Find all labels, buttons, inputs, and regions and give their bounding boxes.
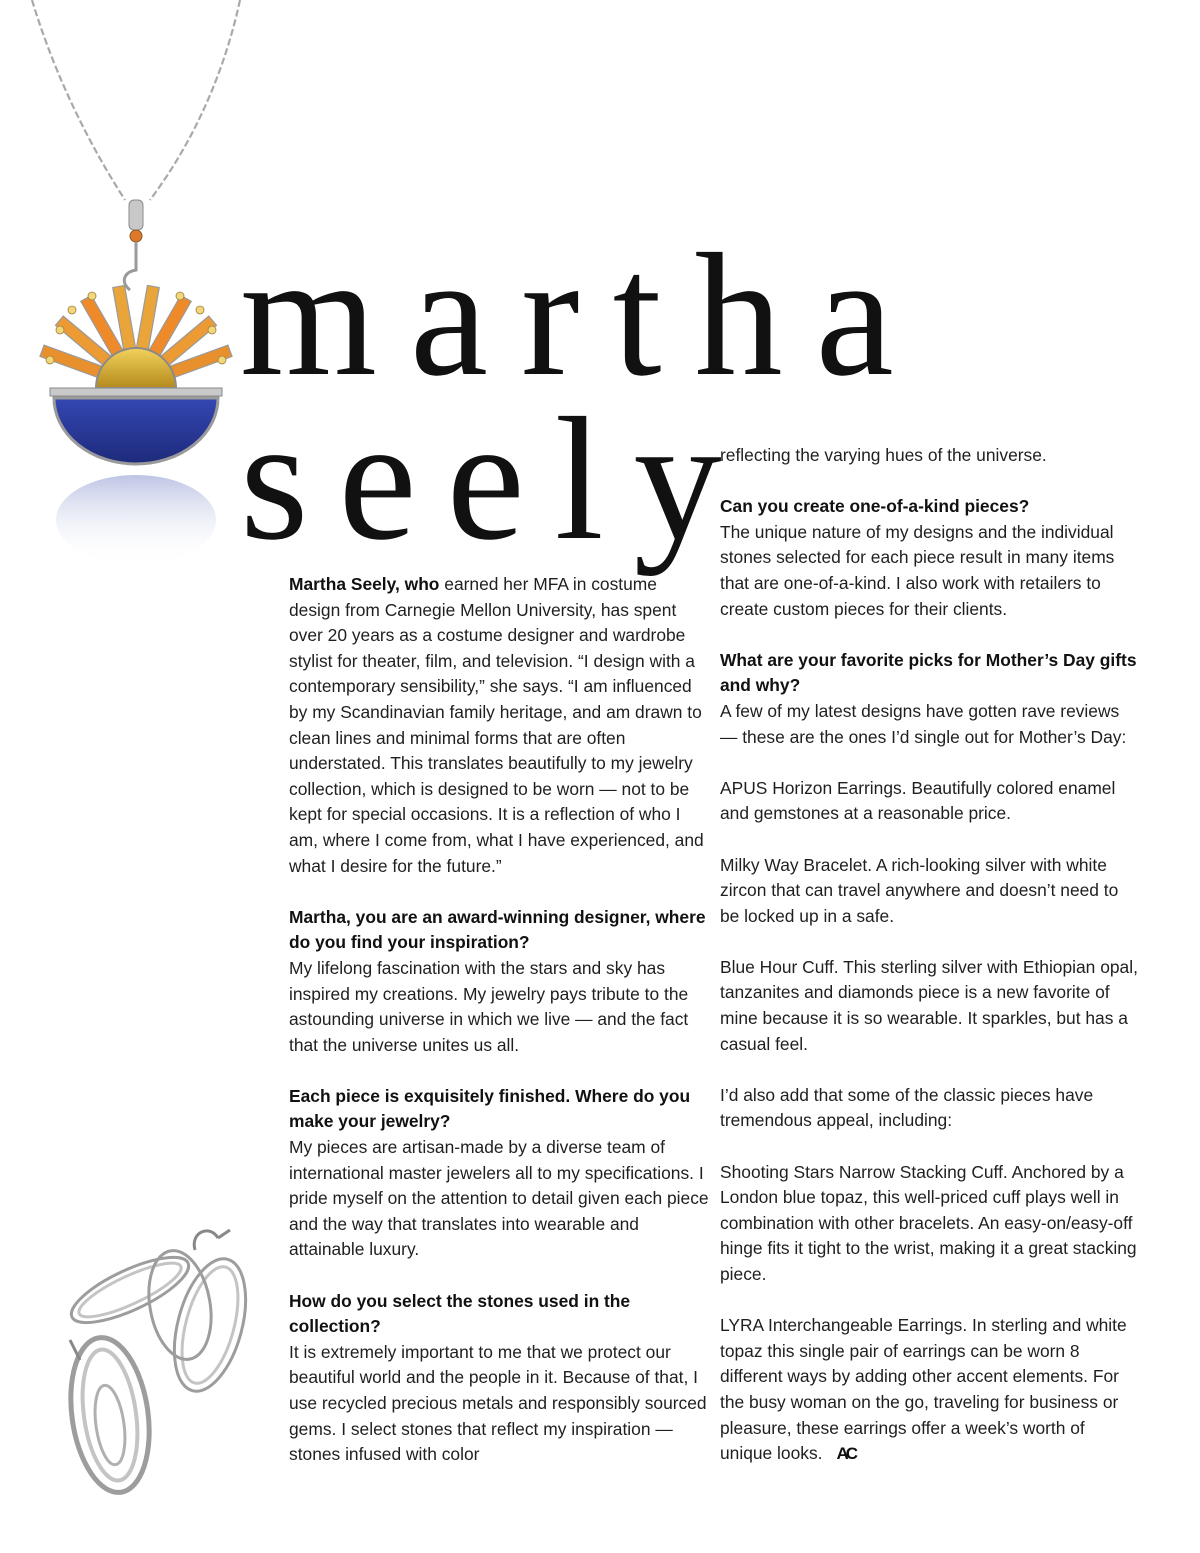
question: Each piece is exquisitely finished. Where do you make your jewelry?: [289, 1085, 691, 1132]
pick-paragraph: Shooting Stars Narrow Stacking Cuff. Anchored by a London blue topaz, this well-priced cuff plays well in combination with other bracelets. An easy-on/easy-off hinge fits it tight to the wrist, making it a great stacking piece.: [720, 1161, 1137, 1284]
qa-block: [289, 905, 709, 1059]
question: How do you select the stones used in the collection?: [289, 1290, 631, 1337]
intro-text: earned her MFA in costume design from Carnegie Mellon University, has spent over 20 years as a costume designer and wardrobe stylist for theater, film, and television. “I design with a contemporary sensibility,” she says. “I am influenced by my Scandinavian family heritage, and am drawn to clean lines and minimal forms that are often understated. This translates beautifully to my jewelry collection, which is designed to be worn — not to be kept for special occasions. It is a reflection of who I am, where I come from, what I have experienced, and what I desire for the future.”: [289, 574, 704, 876]
pick-paragraph: APUS Horizon Earrings. Beautifully colored enamel and gemstones at a reasonable price.: [720, 777, 1116, 824]
title-last-name: seely: [240, 382, 752, 577]
qa-block: [289, 1084, 709, 1263]
title-first-name: martha: [240, 218, 927, 413]
continuation-text: reflecting the varying hues of the universe.: [720, 445, 1047, 465]
pick-paragraph: Milky Way Bracelet. A rich-looking silver with white zircon that can travel anywhere and doesn’t need to be locked up in a safe.: [720, 854, 1119, 926]
qa-block: [720, 648, 1140, 750]
answer: My pieces are artisan-made by a diverse team of international master jewelers all to my specifications. I pride myself on the attention to detail given each piece and the way that translates into wearable and attainable luxury.: [289, 1137, 709, 1260]
pendant-necklace-image: [20, 0, 270, 600]
hoop-earrings-image: [40, 1210, 280, 1510]
qa-block: [720, 494, 1140, 622]
question: Martha, you are an award-winning designer, where do you find your inspiration?: [289, 906, 706, 953]
answer: The unique nature of my designs and the individual stones selected for each piece result in many items that are one-of-a-kind. I also work with retailers to create custom pieces for their clients.: [720, 521, 1115, 619]
answer: My lifelong fascination with the stars and sky has inspired my creations. My jewelry pays tribute to the astounding universe in which we live — and the fact that the universe unites us all.: [289, 957, 689, 1055]
intro-paragraph: [289, 572, 709, 879]
final-pick-paragraph: [720, 1313, 1140, 1467]
pick-paragraph: I’d also add that some of the classic pieces have tremendous appeal, including:: [720, 1084, 1094, 1131]
answer: It is extremely important to me that we protect our beautiful world and the people in it. Because of that, I use recycled precious metals and responsibly sourced gems. I select stones that reflect my inspiration — stones infused with color: [289, 1341, 707, 1465]
answer: A few of my latest designs have gotten rave reviews — these are the ones I’d single out for Mother’s Day:: [720, 700, 1127, 747]
question: What are your favorite picks for Mother’s Day gifts and why?: [720, 649, 1137, 696]
pick-paragraph: Blue Hour Cuff. This sterling silver with Ethiopian opal, tanzanites and diamonds piece is a new favorite of mine because it is so wearable. It sparkles, but has a casual feel.: [720, 956, 1138, 1054]
final-pick-text: LYRA Interchangeable Earrings. In sterling and white topaz this single pair of earrings can be worn 8 different ways by adding other accent elements. For the busy woman on the go, traveling for business or pleasure, these earrings offer a week’s worth of unique looks.: [720, 1315, 1127, 1464]
question: Can you create one-of-a-kind pieces?: [720, 496, 1030, 517]
qa-block: [289, 1289, 709, 1468]
left-article-column: [289, 572, 709, 1493]
right-article-column: [720, 443, 1140, 1492]
intro-lead: Martha Seely, who: [289, 574, 440, 594]
end-mark-logo: AC: [836, 1444, 856, 1464]
